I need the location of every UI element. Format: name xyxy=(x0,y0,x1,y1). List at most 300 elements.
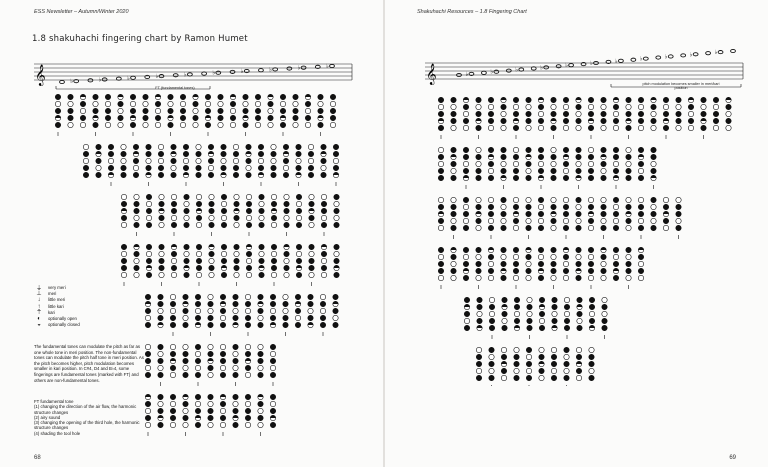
finger-hole xyxy=(296,144,301,149)
finger-hole xyxy=(296,194,301,199)
accidental-icon: ♭ xyxy=(70,79,74,86)
finger-hole xyxy=(134,194,139,199)
finger-hole xyxy=(626,197,631,202)
finger-hole xyxy=(208,165,213,170)
finger-hole xyxy=(155,122,160,127)
finger-hole xyxy=(195,372,200,377)
finger-hole xyxy=(143,115,148,120)
finger-hole xyxy=(230,115,235,120)
finger-hole xyxy=(438,204,443,209)
finger-hole xyxy=(246,272,251,277)
finger-hole xyxy=(258,408,263,413)
very-meri-icon: ⍊ xyxy=(37,285,41,291)
finger-hole xyxy=(121,158,126,163)
finger-hole xyxy=(208,415,213,420)
finger-hole xyxy=(168,101,173,106)
finger-hole xyxy=(220,315,225,320)
accidental-icon: ♭ xyxy=(614,58,618,65)
finger-hole xyxy=(602,304,607,309)
finger-hole xyxy=(121,265,126,270)
accidental-icon: ♭ xyxy=(297,65,301,72)
page-number-right: 69 xyxy=(729,455,736,461)
right-running-header: Shakuhachi Resources – 1.8 Fingering Chart xyxy=(417,9,527,15)
finger-hole xyxy=(538,154,543,159)
finger-hole xyxy=(513,268,518,273)
finger-hole xyxy=(268,122,273,127)
finger-hole xyxy=(258,365,263,370)
finger-hole xyxy=(651,211,656,216)
finger-hole xyxy=(463,211,468,216)
left-running-header: ESS Newsletter – Autumn/Winter 2020 xyxy=(34,9,129,15)
finger-hole xyxy=(255,108,260,113)
finger-hole xyxy=(513,111,518,116)
finger-hole xyxy=(513,218,518,223)
finger-hole xyxy=(308,172,313,177)
finger-hole xyxy=(601,225,606,230)
finger-hole xyxy=(145,415,150,420)
legend-item: ↓ little meri xyxy=(34,297,80,303)
finger-hole xyxy=(145,308,150,313)
finger-hole xyxy=(463,161,468,166)
finger-hole xyxy=(333,294,338,299)
finger-hole xyxy=(463,154,468,159)
note-head xyxy=(102,78,107,81)
finger-hole xyxy=(80,101,85,106)
finger-hole xyxy=(563,261,568,266)
finger-hole xyxy=(108,158,113,163)
finger-hole xyxy=(563,104,568,109)
finger-hole xyxy=(158,158,163,163)
finger-hole xyxy=(305,122,310,127)
finger-hole xyxy=(513,97,518,102)
finger-hole xyxy=(663,204,668,209)
finger-hole xyxy=(245,394,250,399)
finger-hole xyxy=(234,194,239,199)
finger-hole xyxy=(205,94,210,99)
little-meri-icon: ↓ xyxy=(37,297,41,304)
finger-hole xyxy=(171,251,176,256)
finger-hole xyxy=(676,225,681,230)
finger-hole xyxy=(488,168,493,173)
finger-hole xyxy=(476,375,481,380)
finger-hole xyxy=(501,247,506,252)
finger-hole xyxy=(233,308,238,313)
finger-hole xyxy=(334,244,339,249)
finger-hole xyxy=(463,168,468,173)
finger-hole xyxy=(146,272,151,277)
finger-hole xyxy=(321,158,326,163)
finger-hole xyxy=(258,151,263,156)
finger-hole xyxy=(170,344,175,349)
finger-hole xyxy=(170,401,175,406)
finger-hole xyxy=(233,351,238,356)
finger-hole xyxy=(613,218,618,223)
finger-hole xyxy=(551,354,556,359)
finger-hole xyxy=(245,422,250,427)
finger-hole xyxy=(334,272,339,277)
finger-hole xyxy=(638,261,643,266)
pitch-modulation-note: pitch modulation becomes smaller in meri/kari position xyxy=(642,82,720,90)
accidental-icon: ♭ xyxy=(515,67,519,74)
finger-hole xyxy=(145,315,150,320)
finger-hole xyxy=(563,168,568,173)
finger-hole xyxy=(158,401,163,406)
finger-hole xyxy=(284,272,289,277)
finger-hole xyxy=(245,365,250,370)
finger-hole xyxy=(205,122,210,127)
finger-hole xyxy=(134,201,139,206)
finger-hole xyxy=(83,165,88,170)
accidental-icon: ♭ xyxy=(212,70,216,77)
finger-hole xyxy=(118,115,123,120)
finger-hole xyxy=(488,268,493,273)
finger-hole xyxy=(613,111,618,116)
left-page xyxy=(0,0,383,467)
finger-hole xyxy=(258,401,263,406)
finger-hole xyxy=(259,194,264,199)
finger-hole xyxy=(170,365,175,370)
finger-hole xyxy=(233,158,238,163)
finger-hole xyxy=(208,322,213,327)
finger-hole xyxy=(488,261,493,266)
finger-hole xyxy=(233,151,238,156)
finger-hole xyxy=(676,125,681,130)
finger-hole xyxy=(476,104,481,109)
finger-hole xyxy=(588,275,593,280)
finger-hole xyxy=(538,197,543,202)
finger-hole xyxy=(576,368,581,373)
finger-hole xyxy=(513,147,518,152)
finger-hole xyxy=(589,318,594,323)
finger-hole xyxy=(296,208,301,213)
finger-hole xyxy=(159,258,164,263)
finger-hole xyxy=(438,247,443,252)
finger-hole xyxy=(538,125,543,130)
finger-hole xyxy=(284,258,289,263)
finger-hole xyxy=(145,408,150,413)
finger-hole xyxy=(243,101,248,106)
finger-hole xyxy=(539,368,544,373)
finger-hole xyxy=(563,254,568,259)
note-head xyxy=(259,69,264,72)
finger-hole xyxy=(488,211,493,216)
finger-hole xyxy=(118,108,123,113)
finger-hole xyxy=(80,115,85,120)
accidental-icon: ♭ xyxy=(465,71,469,78)
note-head xyxy=(706,52,711,55)
finger-hole xyxy=(270,365,275,370)
finger-hole xyxy=(551,347,556,352)
finger-hole xyxy=(489,354,494,359)
finger-hole xyxy=(589,375,594,380)
finger-hole xyxy=(321,144,326,149)
finger-hole xyxy=(209,258,214,263)
finger-hole xyxy=(209,265,214,270)
finger-hole xyxy=(539,325,544,330)
finger-hole xyxy=(83,172,88,177)
finger-hole xyxy=(158,422,163,427)
finger-hole xyxy=(576,197,581,202)
finger-hole xyxy=(296,201,301,206)
finger-hole xyxy=(158,172,163,177)
legend xyxy=(34,285,80,328)
accidental-icon: ♭ xyxy=(714,50,718,57)
finger-hole xyxy=(564,297,569,302)
finger-hole xyxy=(255,115,260,120)
finger-hole xyxy=(234,258,239,263)
finger-hole xyxy=(195,422,200,427)
finger-hole xyxy=(305,108,310,113)
finger-hole xyxy=(588,204,593,209)
finger-hole xyxy=(463,111,468,116)
finger-hole xyxy=(318,101,323,106)
finger-hole xyxy=(526,161,531,166)
finger-hole xyxy=(726,118,731,123)
finger-hole xyxy=(134,258,139,263)
finger-hole xyxy=(121,222,126,227)
finger-hole xyxy=(564,318,569,323)
finger-hole xyxy=(184,244,189,249)
finger-hole xyxy=(270,344,275,349)
accidental-icon: ♭ xyxy=(639,56,643,63)
finger-hole xyxy=(501,168,506,173)
finger-hole xyxy=(93,94,98,99)
finger-hole xyxy=(321,172,326,177)
finger-hole xyxy=(170,422,175,427)
finger-hole xyxy=(514,297,519,302)
finger-hole xyxy=(438,111,443,116)
finger-hole xyxy=(501,197,506,202)
finger-hole xyxy=(601,275,606,280)
finger-hole xyxy=(576,168,581,173)
finger-hole xyxy=(296,222,301,227)
finger-hole xyxy=(259,251,264,256)
finger-hole xyxy=(308,144,313,149)
finger-hole xyxy=(108,165,113,170)
finger-hole xyxy=(526,268,531,273)
finger-hole xyxy=(563,218,568,223)
finger-hole xyxy=(626,175,631,180)
finger-hole xyxy=(576,161,581,166)
finger-hole xyxy=(526,254,531,259)
finger-hole xyxy=(271,194,276,199)
finger-hole xyxy=(309,265,314,270)
finger-hole xyxy=(296,244,301,249)
finger-hole xyxy=(538,204,543,209)
finger-hole xyxy=(259,244,264,249)
finger-hole xyxy=(246,215,251,220)
finger-hole xyxy=(321,165,326,170)
finger-hole xyxy=(309,258,314,263)
finger-hole xyxy=(513,154,518,159)
note-head xyxy=(216,71,221,74)
finger-hole xyxy=(183,315,188,320)
finger-hole xyxy=(513,175,518,180)
finger-hole xyxy=(463,125,468,130)
finger-hole xyxy=(259,272,264,277)
finger-hole xyxy=(514,354,519,359)
finger-hole xyxy=(626,147,631,152)
finger-hole xyxy=(146,165,151,170)
finger-hole xyxy=(283,165,288,170)
finger-hole xyxy=(563,147,568,152)
finger-hole xyxy=(271,265,276,270)
left-staff-svg xyxy=(32,58,354,98)
finger-hole xyxy=(333,151,338,156)
finger-hole xyxy=(208,308,213,313)
finger-hole xyxy=(663,111,668,116)
footnote: (2) airy sound xyxy=(34,414,61,420)
finger-hole xyxy=(195,401,200,406)
finger-hole xyxy=(209,251,214,256)
finger-hole xyxy=(221,165,226,170)
finger-hole xyxy=(193,122,198,127)
finger-hole xyxy=(308,294,313,299)
finger-hole xyxy=(284,251,289,256)
finger-hole xyxy=(489,368,494,373)
finger-hole xyxy=(476,247,481,252)
finger-hole xyxy=(676,204,681,209)
finger-hole xyxy=(283,158,288,163)
accidental-icon: ♭ xyxy=(590,61,593,67)
finger-hole xyxy=(526,261,531,266)
finger-hole xyxy=(488,225,493,230)
finger-hole xyxy=(589,297,594,302)
finger-hole xyxy=(271,201,276,206)
finger-hole xyxy=(195,358,200,363)
finger-hole xyxy=(284,265,289,270)
finger-hole xyxy=(563,111,568,116)
finger-hole xyxy=(145,294,150,299)
finger-hole xyxy=(451,275,456,280)
finger-hole xyxy=(259,258,264,263)
finger-hole xyxy=(258,158,263,163)
finger-hole xyxy=(726,104,731,109)
finger-hole xyxy=(601,268,606,273)
footnotes xyxy=(34,399,146,436)
finger-hole xyxy=(463,254,468,259)
finger-hole xyxy=(602,297,607,302)
kari-icon: ⍑ xyxy=(37,309,41,316)
finger-hole xyxy=(538,218,543,223)
finger-hole xyxy=(196,258,201,263)
finger-hole xyxy=(68,108,73,113)
finger-hole xyxy=(513,254,518,259)
finger-hole xyxy=(230,108,235,113)
finger-hole xyxy=(270,308,275,313)
finger-hole xyxy=(334,222,339,227)
finger-hole xyxy=(234,251,239,256)
finger-hole xyxy=(564,361,569,366)
finger-hole xyxy=(713,97,718,102)
finger-hole xyxy=(663,125,668,130)
finger-hole xyxy=(501,154,506,159)
finger-hole xyxy=(295,308,300,313)
finger-hole xyxy=(576,247,581,252)
finger-hole xyxy=(588,261,593,266)
finger-hole xyxy=(258,322,263,327)
finger-hole xyxy=(183,144,188,149)
finger-hole xyxy=(726,125,731,130)
finger-hole xyxy=(170,351,175,356)
finger-hole xyxy=(514,361,519,366)
finger-hole xyxy=(145,351,150,356)
finger-hole xyxy=(563,275,568,280)
finger-hole xyxy=(476,111,481,116)
finger-hole xyxy=(96,144,101,149)
finger-hole xyxy=(588,225,593,230)
finger-hole xyxy=(588,254,593,259)
note-head xyxy=(187,73,192,76)
finger-hole xyxy=(576,225,581,230)
finger-hole xyxy=(234,272,239,277)
note-head xyxy=(656,56,661,59)
finger-hole xyxy=(564,368,569,373)
finger-hole xyxy=(193,108,198,113)
finger-hole xyxy=(68,94,73,99)
finger-hole xyxy=(463,204,468,209)
finger-hole xyxy=(527,318,532,323)
legend-item: ⊥ meri xyxy=(34,291,80,297)
treble-clef-icon: 𝄞 xyxy=(35,65,46,86)
finger-hole xyxy=(626,204,631,209)
finger-hole xyxy=(601,168,606,173)
finger-hole xyxy=(195,294,200,299)
note-head xyxy=(131,76,136,79)
finger-hole xyxy=(526,118,531,123)
finger-hole xyxy=(564,325,569,330)
note-head xyxy=(569,64,574,67)
finger-hole xyxy=(83,158,88,163)
finger-hole xyxy=(514,375,519,380)
note-head xyxy=(88,79,93,82)
finger-hole xyxy=(146,208,151,213)
finger-hole xyxy=(196,172,201,177)
finger-hole xyxy=(476,275,481,280)
finger-hole xyxy=(489,375,494,380)
finger-hole xyxy=(183,151,188,156)
finger-hole xyxy=(121,144,126,149)
note-head xyxy=(556,65,561,68)
finger-hole xyxy=(134,215,139,220)
finger-hole xyxy=(296,251,301,256)
finger-hole xyxy=(502,311,507,316)
finger-hole xyxy=(271,144,276,149)
finger-hole xyxy=(501,375,506,380)
finger-hole xyxy=(234,265,239,270)
finger-hole xyxy=(159,201,164,206)
note-head xyxy=(202,72,207,75)
finger-hole xyxy=(551,175,556,180)
finger-hole xyxy=(488,197,493,202)
finger-hole xyxy=(284,222,289,227)
finger-hole xyxy=(538,168,543,173)
finger-hole xyxy=(713,118,718,123)
finger-hole xyxy=(233,144,238,149)
finger-hole xyxy=(463,247,468,252)
finger-hole xyxy=(321,222,326,227)
finger-hole xyxy=(220,401,225,406)
finger-hole xyxy=(171,272,176,277)
finger-hole xyxy=(93,122,98,127)
finger-hole xyxy=(626,218,631,223)
finger-hole xyxy=(221,144,226,149)
finger-hole xyxy=(271,272,276,277)
finger-hole xyxy=(551,218,556,223)
finger-hole xyxy=(158,294,163,299)
note-head xyxy=(519,68,524,71)
finger-hole xyxy=(246,165,251,170)
